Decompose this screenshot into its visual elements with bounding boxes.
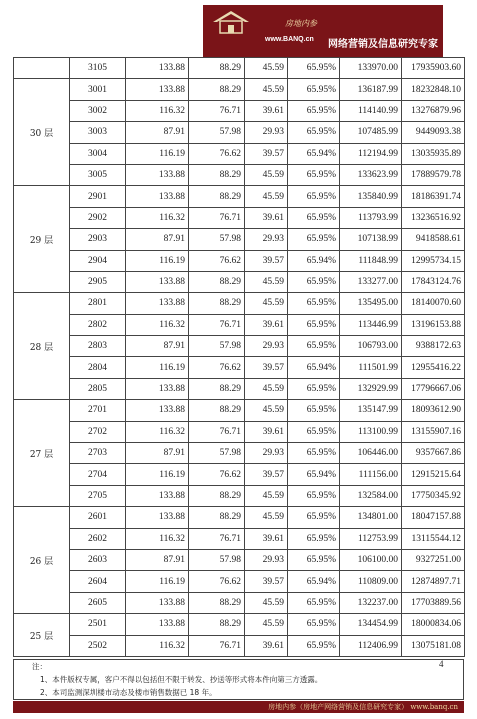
total-price-cell: 17796667.06	[402, 378, 465, 399]
shared-area-cell: 39.61	[245, 528, 288, 549]
ratio-cell: 65.95%	[288, 378, 340, 399]
shared-area-cell: 45.59	[245, 485, 288, 506]
house-logo-icon	[211, 9, 251, 35]
floor-cell: 30 层	[14, 79, 70, 186]
inner-area-cell: 88.29	[189, 507, 245, 528]
unit-price-cell: 106793.00	[340, 336, 402, 357]
table-row	[14, 250, 465, 271]
inner-area-cell: 88.29	[189, 186, 245, 207]
shared-area-cell: 39.61	[245, 314, 288, 335]
room-number-cell: 2904	[70, 250, 126, 271]
floor-cell: 27 层	[14, 400, 70, 507]
area-cell: 133.88	[126, 58, 189, 79]
table-row	[14, 336, 465, 357]
shared-area-cell: 45.59	[245, 614, 288, 635]
page-number: 4	[439, 659, 444, 669]
ratio-cell: 65.95%	[288, 122, 340, 143]
header-title: 网络营销及信息研究专家	[328, 39, 438, 50]
shared-area-cell: 45.59	[245, 400, 288, 421]
table-row	[14, 229, 465, 250]
total-price-cell: 18232848.10	[402, 79, 465, 100]
table-row	[14, 357, 465, 378]
table-row	[14, 443, 465, 464]
room-number-cell: 2805	[70, 378, 126, 399]
table-row	[14, 271, 465, 292]
table-row	[14, 207, 465, 228]
shared-area-cell: 39.57	[245, 464, 288, 485]
unit-price-cell: 113100.99	[340, 421, 402, 442]
unit-price-cell: 135147.99	[340, 400, 402, 421]
unit-price-cell: 133277.00	[340, 271, 402, 292]
room-number-cell: 3005	[70, 164, 126, 185]
area-cell: 116.19	[126, 357, 189, 378]
total-price-cell: 9449093.38	[402, 122, 465, 143]
ratio-cell: 65.95%	[288, 164, 340, 185]
shared-area-cell: 39.61	[245, 421, 288, 442]
unit-price-cell: 113446.99	[340, 314, 402, 335]
unit-price-cell: 134454.99	[340, 614, 402, 635]
room-number-cell: 2901	[70, 186, 126, 207]
total-price-cell: 12874897.71	[402, 571, 465, 592]
ratio-cell: 65.95%	[288, 421, 340, 442]
area-cell: 133.88	[126, 614, 189, 635]
unit-price-cell: 133970.00	[340, 58, 402, 79]
floor-cell: 25 层	[14, 614, 70, 657]
total-price-cell: 17703889.56	[402, 592, 465, 613]
room-number-cell: 2502	[70, 635, 126, 656]
shared-area-cell: 39.57	[245, 357, 288, 378]
inner-area-cell: 76.62	[189, 464, 245, 485]
shared-area-cell: 39.57	[245, 250, 288, 271]
table-row	[14, 164, 465, 185]
shared-area-cell: 29.93	[245, 229, 288, 250]
room-number-cell: 3003	[70, 122, 126, 143]
ratio-cell: 65.95%	[288, 614, 340, 635]
area-cell: 133.88	[126, 400, 189, 421]
table-row	[14, 143, 465, 164]
inner-area-cell: 88.29	[189, 592, 245, 613]
area-cell: 116.32	[126, 207, 189, 228]
total-price-cell: 17843124.76	[402, 271, 465, 292]
room-number-cell: 2701	[70, 400, 126, 421]
unit-price-cell: 112194.99	[340, 143, 402, 164]
total-price-cell: 18140070.60	[402, 293, 465, 314]
table-row	[14, 614, 465, 635]
inner-area-cell: 88.29	[189, 485, 245, 506]
unit-price-cell: 106100.00	[340, 549, 402, 570]
table-row	[14, 293, 465, 314]
area-cell: 133.88	[126, 293, 189, 314]
table-row	[14, 571, 465, 592]
inner-area-cell: 88.29	[189, 400, 245, 421]
inner-area-cell: 57.98	[189, 336, 245, 357]
footer-bar: 房地内参（房地产网络营销及信息研究专家） www.banq.cn	[13, 701, 464, 713]
logo-chinese-text: 房地内参	[285, 19, 317, 28]
shared-area-cell: 29.93	[245, 443, 288, 464]
table-body	[14, 58, 465, 657]
inner-area-cell: 76.71	[189, 100, 245, 121]
total-price-cell: 9357667.86	[402, 443, 465, 464]
shared-area-cell: 45.59	[245, 58, 288, 79]
area-cell: 133.88	[126, 271, 189, 292]
inner-area-cell: 76.71	[189, 528, 245, 549]
ratio-cell: 65.95%	[288, 507, 340, 528]
table-row	[14, 378, 465, 399]
ratio-cell: 65.94%	[288, 250, 340, 271]
area-cell: 116.32	[126, 314, 189, 335]
area-cell: 133.88	[126, 507, 189, 528]
room-number-cell: 2804	[70, 357, 126, 378]
unit-price-cell: 107485.99	[340, 122, 402, 143]
ratio-cell: 65.94%	[288, 357, 340, 378]
shared-area-cell: 45.59	[245, 293, 288, 314]
shared-area-cell: 39.61	[245, 100, 288, 121]
area-cell: 116.19	[126, 250, 189, 271]
unit-price-cell: 107138.99	[340, 229, 402, 250]
area-cell: 87.91	[126, 229, 189, 250]
shared-area-cell: 39.57	[245, 143, 288, 164]
area-cell: 116.19	[126, 464, 189, 485]
footer-notes	[13, 659, 464, 700]
table-row	[14, 186, 465, 207]
unit-price-cell: 134801.00	[340, 507, 402, 528]
table-row	[14, 507, 465, 528]
unit-price-cell: 132584.00	[340, 485, 402, 506]
inner-area-cell: 76.71	[189, 635, 245, 656]
area-cell: 87.91	[126, 336, 189, 357]
total-price-cell: 17750345.92	[402, 485, 465, 506]
inner-area-cell: 57.98	[189, 549, 245, 570]
area-cell: 133.88	[126, 592, 189, 613]
inner-area-cell: 88.29	[189, 164, 245, 185]
ratio-cell: 65.95%	[288, 485, 340, 506]
ratio-cell: 65.95%	[288, 100, 340, 121]
notes-label: 注：	[32, 662, 47, 671]
area-cell: 116.32	[126, 635, 189, 656]
shared-area-cell: 45.59	[245, 507, 288, 528]
area-cell: 116.19	[126, 571, 189, 592]
inner-area-cell: 76.62	[189, 143, 245, 164]
area-cell: 133.88	[126, 186, 189, 207]
total-price-cell: 12955416.22	[402, 357, 465, 378]
room-number-cell: 2704	[70, 464, 126, 485]
room-number-cell: 2902	[70, 207, 126, 228]
inner-area-cell: 88.29	[189, 79, 245, 100]
unit-price-cell: 111501.99	[340, 357, 402, 378]
area-cell: 116.19	[126, 143, 189, 164]
total-price-cell: 13155907.16	[402, 421, 465, 442]
table-row	[14, 485, 465, 506]
floor-cell: 29 层	[14, 186, 70, 293]
area-cell: 133.88	[126, 378, 189, 399]
room-number-cell: 2604	[70, 571, 126, 592]
total-price-cell: 12995734.15	[402, 250, 465, 271]
floor-cell: 28 层	[14, 293, 70, 400]
shared-area-cell: 29.93	[245, 549, 288, 570]
inner-area-cell: 76.62	[189, 250, 245, 271]
shared-area-cell: 45.59	[245, 592, 288, 613]
shared-area-cell: 45.59	[245, 378, 288, 399]
room-number-cell: 3001	[70, 79, 126, 100]
unit-price-cell: 111156.00	[340, 464, 402, 485]
unit-price-cell: 135840.99	[340, 186, 402, 207]
table-row	[14, 314, 465, 335]
ratio-cell: 65.95%	[288, 549, 340, 570]
room-number-cell: 2905	[70, 271, 126, 292]
ratio-cell: 65.95%	[288, 443, 340, 464]
ratio-cell: 65.95%	[288, 400, 340, 421]
room-number-cell: 2803	[70, 336, 126, 357]
unit-price-cell: 132929.99	[340, 378, 402, 399]
inner-area-cell: 57.98	[189, 443, 245, 464]
ratio-cell: 65.95%	[288, 592, 340, 613]
area-cell: 133.88	[126, 79, 189, 100]
unit-price-cell: 135495.00	[340, 293, 402, 314]
ratio-cell: 65.95%	[288, 635, 340, 656]
inner-area-cell: 88.29	[189, 271, 245, 292]
room-number-cell: 2605	[70, 592, 126, 613]
total-price-cell: 12915215.64	[402, 464, 465, 485]
unit-price-cell: 132237.00	[340, 592, 402, 613]
sales-table	[13, 57, 465, 657]
total-price-cell: 9418588.61	[402, 229, 465, 250]
inner-area-cell: 88.29	[189, 614, 245, 635]
room-number-cell: 2801	[70, 293, 126, 314]
table-row	[14, 464, 465, 485]
inner-area-cell: 76.62	[189, 571, 245, 592]
inner-area-cell: 57.98	[189, 122, 245, 143]
area-cell: 116.32	[126, 421, 189, 442]
room-number-cell: 2903	[70, 229, 126, 250]
ratio-cell: 65.95%	[288, 79, 340, 100]
shared-area-cell: 45.59	[245, 271, 288, 292]
room-number-cell: 2802	[70, 314, 126, 335]
unit-price-cell: 133623.99	[340, 164, 402, 185]
inner-area-cell: 76.62	[189, 357, 245, 378]
ratio-cell: 65.95%	[288, 207, 340, 228]
shared-area-cell: 45.59	[245, 186, 288, 207]
ratio-cell: 65.95%	[288, 336, 340, 357]
total-price-cell: 18186391.74	[402, 186, 465, 207]
total-price-cell: 9327251.00	[402, 549, 465, 570]
ratio-cell: 65.95%	[288, 271, 340, 292]
unit-price-cell: 110809.00	[340, 571, 402, 592]
area-cell: 133.88	[126, 485, 189, 506]
logo-url: www.BANQ.cn	[265, 36, 314, 43]
floor-cell	[14, 58, 70, 79]
floor-cell: 26 层	[14, 507, 70, 614]
total-price-cell: 13236516.92	[402, 207, 465, 228]
shared-area-cell: 45.59	[245, 164, 288, 185]
total-price-cell: 9388172.63	[402, 336, 465, 357]
room-number-cell: 2603	[70, 549, 126, 570]
unit-price-cell: 106446.00	[340, 443, 402, 464]
room-number-cell: 2705	[70, 485, 126, 506]
table-row	[14, 79, 465, 100]
ratio-cell: 65.95%	[288, 58, 340, 79]
inner-area-cell: 76.71	[189, 314, 245, 335]
shared-area-cell: 39.57	[245, 571, 288, 592]
inner-area-cell: 57.98	[189, 229, 245, 250]
area-cell: 133.88	[126, 164, 189, 185]
area-cell: 87.91	[126, 549, 189, 570]
total-price-cell: 13035935.89	[402, 143, 465, 164]
ratio-cell: 65.95%	[288, 314, 340, 335]
total-price-cell: 13196153.88	[402, 314, 465, 335]
shared-area-cell: 39.61	[245, 635, 288, 656]
inner-area-cell: 88.29	[189, 58, 245, 79]
table-row	[14, 592, 465, 613]
area-cell: 116.32	[126, 528, 189, 549]
table-row	[14, 58, 465, 79]
shared-area-cell: 29.93	[245, 336, 288, 357]
room-number-cell: 2601	[70, 507, 126, 528]
total-price-cell: 17935903.60	[402, 58, 465, 79]
unit-price-cell: 113793.99	[340, 207, 402, 228]
ratio-cell: 65.95%	[288, 186, 340, 207]
unit-price-cell: 111848.99	[340, 250, 402, 271]
total-price-cell: 18000834.06	[402, 614, 465, 635]
area-cell: 87.91	[126, 122, 189, 143]
table-row	[14, 528, 465, 549]
ratio-cell: 65.94%	[288, 143, 340, 164]
total-price-cell: 13276879.96	[402, 100, 465, 121]
total-price-cell: 13115544.12	[402, 528, 465, 549]
table-row	[14, 400, 465, 421]
unit-price-cell: 136187.99	[340, 79, 402, 100]
shared-area-cell: 45.59	[245, 79, 288, 100]
ratio-cell: 65.94%	[288, 571, 340, 592]
ratio-cell: 65.95%	[288, 293, 340, 314]
unit-price-cell: 112406.99	[340, 635, 402, 656]
copyright-note: 1、本件版权专属，客户不得以包括但不限于转发、抄送等形式将本件向第三方透露。	[40, 675, 323, 684]
table-row	[14, 549, 465, 570]
room-number-cell: 3002	[70, 100, 126, 121]
room-number-cell: 2501	[70, 614, 126, 635]
total-price-cell: 17889579.78	[402, 164, 465, 185]
table-row	[14, 635, 465, 656]
table-row	[14, 421, 465, 442]
total-price-cell: 13075181.08	[402, 635, 465, 656]
room-number-cell: 3004	[70, 143, 126, 164]
ratio-cell: 65.95%	[288, 528, 340, 549]
unit-price-cell: 114140.99	[340, 100, 402, 121]
unit-price-cell: 112753.99	[340, 528, 402, 549]
ratio-cell: 65.94%	[288, 464, 340, 485]
inner-area-cell: 88.29	[189, 378, 245, 399]
shared-area-cell: 39.61	[245, 207, 288, 228]
table-row	[14, 100, 465, 121]
room-number-cell: 2602	[70, 528, 126, 549]
area-cell: 116.32	[126, 100, 189, 121]
monitoring-note: 2、本司监测深圳楼市动态及楼市销售数据已 18 年。	[40, 688, 217, 697]
table-row	[14, 122, 465, 143]
header-banner	[203, 5, 443, 58]
inner-area-cell: 76.71	[189, 421, 245, 442]
inner-area-cell: 88.29	[189, 293, 245, 314]
room-number-cell: 2702	[70, 421, 126, 442]
total-price-cell: 18093612.90	[402, 400, 465, 421]
inner-area-cell: 76.71	[189, 207, 245, 228]
room-number-cell: 2703	[70, 443, 126, 464]
room-number-cell: 3105	[70, 58, 126, 79]
area-cell: 87.91	[126, 443, 189, 464]
total-price-cell: 18047157.88	[402, 507, 465, 528]
ratio-cell: 65.95%	[288, 229, 340, 250]
shared-area-cell: 29.93	[245, 122, 288, 143]
